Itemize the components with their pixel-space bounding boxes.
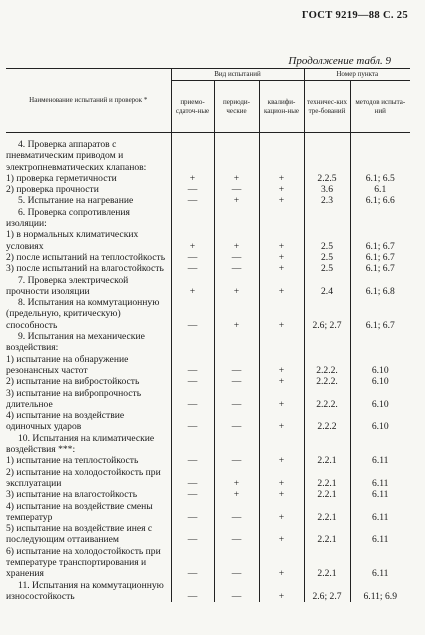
test-name-cell	[6, 388, 171, 411]
test-name-cell	[6, 275, 171, 298]
qualification-mark: +	[259, 467, 304, 490]
test-name-cell	[6, 376, 171, 387]
method-point: 6.10	[350, 354, 410, 377]
qualification-mark: +	[259, 455, 304, 466]
table-row	[6, 184, 410, 195]
col-header-test-type: Вид испытаний	[171, 69, 304, 81]
test-name: 1) проверка герметичности	[6, 172, 117, 184]
acceptance-mark: —	[171, 354, 214, 377]
table-row	[6, 173, 410, 184]
acceptance-mark: —	[171, 297, 214, 331]
method-point: 6.1; 6.7	[350, 252, 410, 263]
tech-req-point: 2.5	[304, 229, 350, 252]
table-row	[6, 433, 410, 456]
table-row	[6, 489, 410, 500]
tech-req-point: 3.6	[304, 184, 350, 195]
test-name: 3) испытание на влагостойкость	[6, 489, 138, 501]
test-name: 7. Проверка электрической прочности изоляции	[6, 274, 129, 297]
test-name-cell	[6, 410, 171, 433]
test-name: 3) после испытаний на влагостойкость	[6, 263, 164, 275]
qualification-mark: +	[259, 546, 304, 580]
test-name: 2) испытание на холодостойкость при эксплуатации	[6, 466, 161, 489]
acceptance-mark: —	[171, 263, 214, 274]
acceptance-mark	[171, 433, 214, 456]
periodic-mark	[214, 133, 259, 173]
periodic-mark: —	[214, 501, 259, 524]
tech-req-point: 2.2.2	[304, 410, 350, 433]
tech-req-point	[304, 433, 350, 456]
test-name-cell	[6, 184, 171, 195]
test-name: 2) испытание на вибростойкость	[6, 376, 140, 388]
tech-req-point: 2.6; 2.7	[304, 580, 350, 603]
periodic-mark: —	[214, 376, 259, 387]
test-name-cell	[6, 133, 171, 173]
col-header-name: Наименование испытаний и проверок *	[6, 69, 171, 133]
col-header-acceptance: приемо-сдаточ-ные	[171, 81, 214, 133]
test-name-cell	[6, 455, 171, 466]
table-row	[6, 207, 410, 230]
acceptance-mark: +	[171, 173, 214, 184]
test-name: 6) испытание на холодостойкость при температуре транспортирования и хранения	[6, 545, 161, 580]
test-name: 11. Испытания на коммутационную износостойкость	[6, 579, 164, 602]
acceptance-mark: —	[171, 410, 214, 433]
table-row	[6, 580, 410, 603]
qualification-mark	[259, 133, 304, 173]
table-row	[6, 331, 410, 354]
acceptance-mark	[171, 331, 214, 354]
test-name-cell	[6, 467, 171, 490]
periodic-mark: +	[214, 275, 259, 298]
method-point: 6.10	[350, 410, 410, 433]
test-name-cell	[6, 580, 171, 603]
method-point: 6.1; 6.5	[350, 173, 410, 184]
method-point	[350, 331, 410, 354]
qualification-mark: +	[259, 354, 304, 377]
qualification-mark: +	[259, 184, 304, 195]
test-name-cell	[6, 263, 171, 274]
test-name: 9. Испытания на механические воздействия:	[6, 331, 145, 354]
periodic-mark	[214, 433, 259, 456]
method-point: 6.1	[350, 184, 410, 195]
test-name-cell	[6, 297, 171, 331]
test-name-cell	[6, 501, 171, 524]
test-name: 2) проверка прочности	[6, 184, 99, 196]
periodic-mark: —	[214, 580, 259, 603]
acceptance-mark: +	[171, 229, 214, 252]
col-header-periodic: периоди-ческие	[214, 81, 259, 133]
table-row	[6, 297, 410, 331]
test-name: 5) испытание на воздействие инея с последующим оттаиванием	[6, 523, 153, 546]
table-row	[6, 467, 410, 490]
periodic-mark: —	[214, 455, 259, 466]
qualification-mark: +	[259, 410, 304, 433]
table-row	[6, 455, 410, 466]
test-name: 6. Проверка сопротивления изоляции:	[6, 206, 130, 230]
qualification-mark: +	[259, 376, 304, 387]
qualification-mark: +	[259, 388, 304, 411]
test-name: 1) испытание на обнаружение резонансных частот	[6, 353, 129, 376]
method-point: 6.1; 6.7	[350, 229, 410, 252]
table-row	[6, 133, 410, 173]
qualification-mark: +	[259, 229, 304, 252]
test-name: 10. Испытания на климатические воздействия ***:	[6, 432, 155, 456]
test-name-cell	[6, 354, 171, 377]
table-row	[6, 252, 410, 263]
table-row	[6, 229, 410, 252]
test-name-cell	[6, 195, 171, 206]
table-row	[6, 263, 410, 274]
table-row	[6, 501, 410, 524]
test-name: 8. Испытания на коммутационную (предельную, критическую) способность	[6, 297, 160, 331]
qualification-mark: +	[259, 173, 304, 184]
tech-req-point	[304, 331, 350, 354]
col-header-tech-req: техничес-ких тре-бований	[304, 81, 350, 133]
periodic-mark: +	[214, 229, 259, 252]
method-point: 6.10	[350, 388, 410, 411]
test-name-cell	[6, 229, 171, 252]
tech-req-point: 2.3	[304, 195, 350, 206]
method-point: 6.1; 6.7	[350, 263, 410, 274]
method-point: 6.10	[350, 376, 410, 387]
test-name: 1) испытание на теплостойкость	[6, 455, 139, 467]
method-point: 6.11	[350, 546, 410, 580]
method-point: 6.11	[350, 489, 410, 500]
col-header-qualification: квалифи-кацион-ные	[259, 81, 304, 133]
periodic-mark: —	[214, 184, 259, 195]
acceptance-mark: —	[171, 252, 214, 263]
periodic-mark: —	[214, 546, 259, 580]
acceptance-mark	[171, 207, 214, 230]
tech-req-point: 2.2.1	[304, 455, 350, 466]
acceptance-mark: —	[171, 523, 214, 546]
qualification-mark: +	[259, 523, 304, 546]
periodic-mark: +	[214, 489, 259, 500]
method-point: 6.1; 6.6	[350, 195, 410, 206]
periodic-mark	[214, 207, 259, 230]
test-name: 5. Испытание на нагревание	[18, 195, 134, 207]
periodic-mark: —	[214, 410, 259, 433]
periodic-mark: —	[214, 252, 259, 263]
test-name-cell	[6, 489, 171, 500]
periodic-mark	[214, 331, 259, 354]
acceptance-mark: —	[171, 455, 214, 466]
table-body	[6, 133, 410, 603]
table-continuation-label: Продолжение табл. 9	[288, 55, 391, 67]
test-name: 4) испытание на воздействие смены температур	[6, 500, 153, 523]
method-point: 6.11	[350, 523, 410, 546]
acceptance-mark: —	[171, 376, 214, 387]
periodic-mark: —	[214, 354, 259, 377]
method-point: 6.1; 6.8	[350, 275, 410, 298]
periodic-mark: +	[214, 195, 259, 206]
table-row	[6, 546, 410, 580]
col-header-point-number: Номер пункта	[304, 69, 410, 81]
acceptance-mark: —	[171, 388, 214, 411]
qualification-mark	[259, 207, 304, 230]
table-row	[6, 275, 410, 298]
qualification-mark: +	[259, 275, 304, 298]
tech-req-point: 2.5	[304, 263, 350, 274]
test-name-cell	[6, 433, 171, 456]
periodic-mark: +	[214, 467, 259, 490]
acceptance-mark: —	[171, 467, 214, 490]
test-name-cell	[6, 546, 171, 580]
method-point: 6.11	[350, 467, 410, 490]
method-point: 6.11; 6.9	[350, 580, 410, 603]
periodic-mark: —	[214, 523, 259, 546]
test-name: 4. Проверка аппаратов с пневматическим приводом и электропневматических клапанов:	[6, 139, 147, 173]
tech-req-point: 2.2.1	[304, 501, 350, 524]
qualification-mark: +	[259, 489, 304, 500]
qualification-mark: +	[259, 195, 304, 206]
acceptance-mark: —	[171, 580, 214, 603]
table-row	[6, 523, 410, 546]
tech-req-point: 2.2.1	[304, 546, 350, 580]
acceptance-mark	[171, 133, 214, 173]
test-name: 3) испытание на вибропрочность длительное	[6, 387, 142, 410]
tech-req-point: 2.4	[304, 275, 350, 298]
method-point	[350, 207, 410, 230]
method-point	[350, 133, 410, 173]
method-point: 6.11	[350, 455, 410, 466]
test-name: 1) в нормальных климатических условиях	[6, 229, 139, 252]
tests-table	[6, 68, 410, 602]
tech-req-point	[304, 207, 350, 230]
qualification-mark: +	[259, 501, 304, 524]
periodic-mark: +	[214, 173, 259, 184]
acceptance-mark: +	[171, 275, 214, 298]
acceptance-mark: —	[171, 501, 214, 524]
acceptance-mark: —	[171, 546, 214, 580]
test-name: 4) испытание на воздействие одиночных ударов	[6, 410, 125, 433]
tech-req-point: 2.6; 2.7	[304, 297, 350, 331]
tech-req-point: 2.2.2.	[304, 354, 350, 377]
qualification-mark	[259, 331, 304, 354]
tech-req-point	[304, 133, 350, 173]
periodic-mark: +	[214, 297, 259, 331]
method-point	[350, 433, 410, 456]
periodic-mark: —	[214, 263, 259, 274]
periodic-mark: —	[214, 388, 259, 411]
tech-req-point: 2.5	[304, 252, 350, 263]
tech-req-point: 2.2.2.	[304, 388, 350, 411]
acceptance-mark: —	[171, 489, 214, 500]
qualification-mark: +	[259, 263, 304, 274]
col-header-methods: методов испыта-ний	[350, 81, 410, 133]
qualification-mark: +	[259, 252, 304, 263]
table-row	[6, 376, 410, 387]
acceptance-mark: —	[171, 195, 214, 206]
tech-req-point: 2.2.5	[304, 173, 350, 184]
tech-req-point: 2.2.2.	[304, 376, 350, 387]
test-name-cell	[6, 207, 171, 230]
test-name-cell	[6, 523, 171, 546]
tech-req-point: 2.2.1	[304, 489, 350, 500]
test-name-cell	[6, 173, 171, 184]
acceptance-mark: —	[171, 184, 214, 195]
page-header: ГОСТ 9219—88 С. 25	[301, 10, 408, 21]
tech-req-point: 2.2.1	[304, 523, 350, 546]
test-name-cell	[6, 252, 171, 263]
qualification-mark	[259, 433, 304, 456]
tech-req-point: 2.2.1	[304, 467, 350, 490]
table-row	[6, 410, 410, 433]
qualification-mark: +	[259, 580, 304, 603]
test-name: 2) после испытаний на теплостойкость	[6, 251, 166, 263]
method-point: 6.1; 6.7	[350, 297, 410, 331]
table-row	[6, 354, 410, 377]
test-name-cell	[6, 331, 171, 354]
table-row	[6, 388, 410, 411]
table-row	[6, 195, 410, 206]
method-point: 6.11	[350, 501, 410, 524]
qualification-mark: +	[259, 297, 304, 331]
